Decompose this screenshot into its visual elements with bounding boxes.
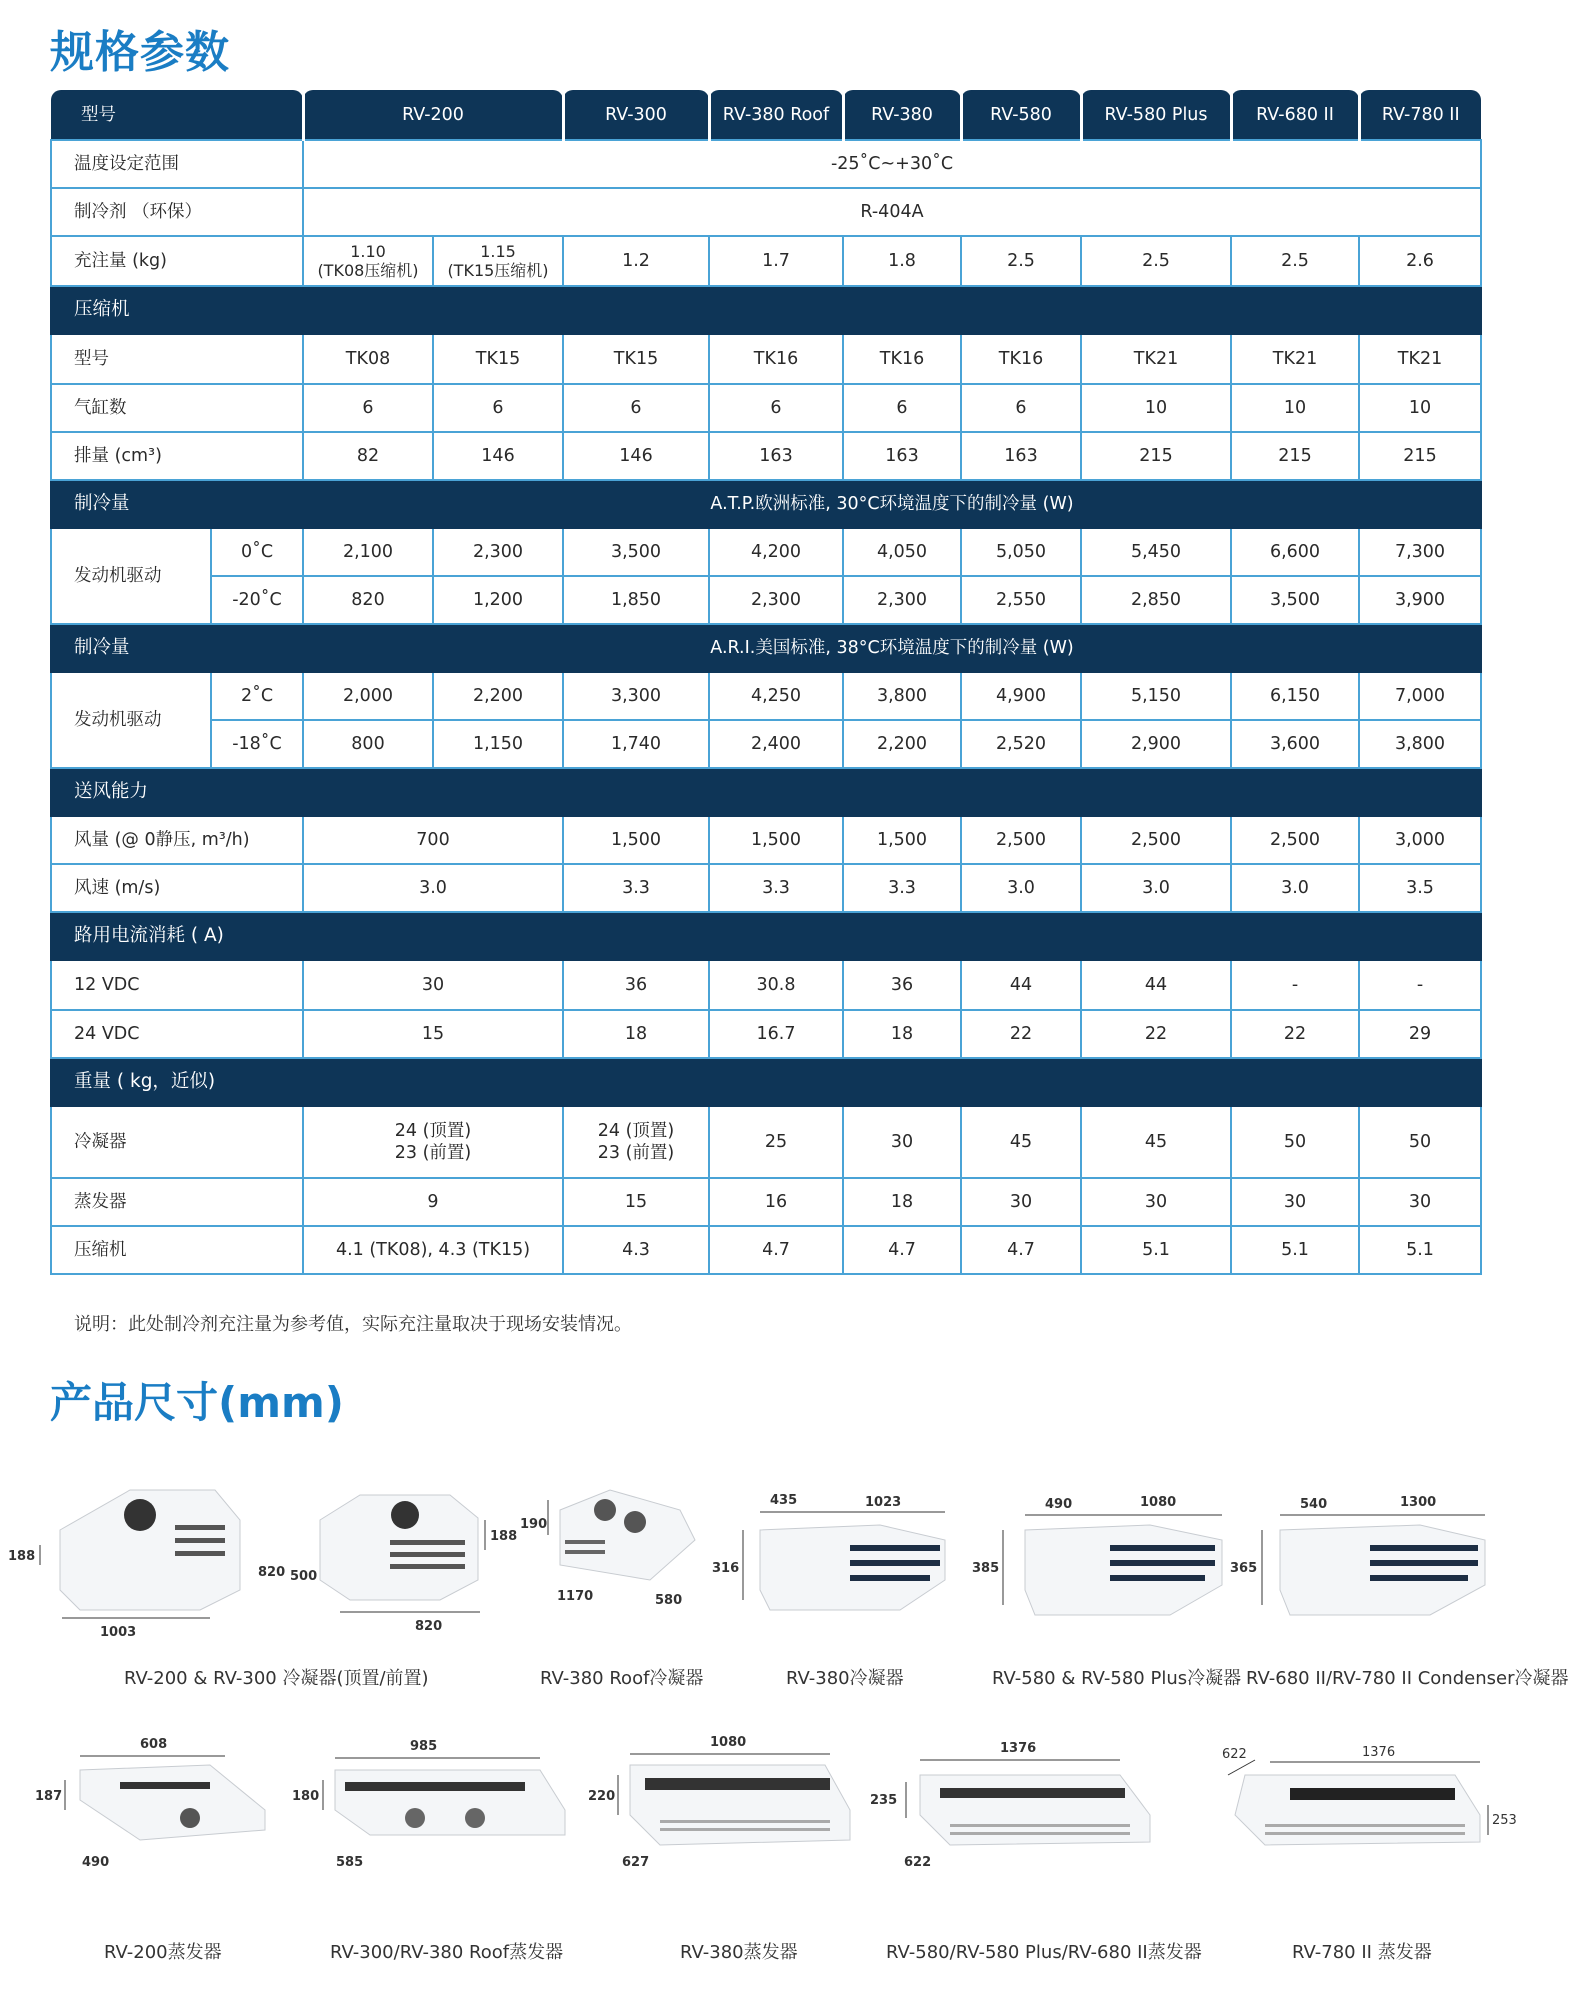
cell: 2.5 — [961, 236, 1081, 286]
dim-label: 622 — [904, 1855, 932, 1870]
caption: RV-780 II 蒸发器 — [1292, 1942, 1432, 1963]
cell: 163 — [961, 432, 1081, 480]
condenser-rv380-image — [760, 1525, 945, 1610]
row-24vdc — [51, 1010, 1481, 1058]
cell-value: 1.15 — [480, 242, 516, 261]
cell: 3.0 — [303, 864, 563, 912]
dim-label: 188 — [490, 1529, 518, 1544]
cell: 3.0 — [1081, 864, 1231, 912]
dim-label: 985 — [410, 1739, 438, 1754]
cell: 215 — [1081, 432, 1231, 480]
cell: 25 — [709, 1106, 843, 1178]
cell: 1,200 — [433, 576, 563, 624]
caption: RV-380蒸发器 — [680, 1942, 798, 1963]
cell: 7,000 — [1359, 672, 1481, 720]
evaporator-rv780-image — [1235, 1775, 1480, 1845]
row-atp-1 — [51, 528, 1481, 576]
cell: 6 — [843, 384, 961, 432]
cell: 45 — [961, 1106, 1081, 1178]
row-label: 气缸数 — [51, 384, 303, 432]
dim-label: 585 — [336, 1855, 364, 1870]
row-ari-2 — [51, 720, 1481, 768]
cell: 3,800 — [1359, 720, 1481, 768]
cell: 2,100 — [303, 528, 433, 576]
cell: 5.1 — [1359, 1226, 1481, 1274]
row-12vdc — [51, 960, 1481, 1010]
dim-label: 490 — [1045, 1497, 1073, 1512]
cell-temp: 0˚C — [211, 528, 303, 576]
cell: 2,520 — [961, 720, 1081, 768]
cell: 1,500 — [709, 816, 843, 864]
dim-label: 627 — [622, 1855, 650, 1870]
cell-note: (TK15压缩机) — [447, 261, 549, 280]
row-compressor-weight — [51, 1226, 1481, 1274]
dim-label: 187 — [35, 1789, 63, 1804]
cell: 3.0 — [1231, 864, 1359, 912]
condenser-rv200-top-image — [60, 1490, 240, 1610]
row-atp-2 — [51, 576, 1481, 624]
row-label: 发动机驱动 — [51, 528, 211, 624]
section-standard: A.R.I.美国标准, 38°C环境温度下的制冷量 (W) — [303, 624, 1481, 672]
cell: 1,850 — [563, 576, 709, 624]
cell: 30 — [843, 1106, 961, 1178]
cell: 2,400 — [709, 720, 843, 768]
cell: 4.3 — [563, 1226, 709, 1274]
row-label: 型号 — [51, 334, 303, 384]
dimensions-title: 产品尺寸(mm) — [50, 1378, 344, 1427]
row-label: 制冷剂 （环保） — [51, 188, 303, 236]
evaporator-rv580-image — [920, 1775, 1150, 1845]
header-rv580: RV-580 — [961, 90, 1081, 140]
cell: 82 — [303, 432, 433, 480]
dim-label: 316 — [712, 1561, 740, 1576]
cell — [303, 1106, 563, 1178]
row-label: 压缩机 — [51, 1226, 303, 1274]
cell: 6,600 — [1231, 528, 1359, 576]
cell: 1.2 — [563, 236, 709, 286]
cell: 1,740 — [563, 720, 709, 768]
cell: 18 — [563, 1010, 709, 1058]
section-current — [51, 912, 1481, 960]
cell: 36 — [843, 960, 961, 1010]
row-temp-range — [51, 140, 1481, 188]
dim-label: 220 — [588, 1789, 616, 1804]
row-label: 发动机驱动 — [51, 672, 211, 768]
row-label: 风速 (m/s) — [51, 864, 303, 912]
section-title: 送风能力 — [51, 768, 1481, 816]
cell: 3,500 — [1231, 576, 1359, 624]
dim-label: 540 — [1300, 1497, 1328, 1512]
header-model: 型号 — [51, 90, 303, 140]
cell: 22 — [1081, 1010, 1231, 1058]
dim-label: 820 — [415, 1619, 443, 1634]
dim-label: 235 — [870, 1793, 898, 1808]
cell: 2,500 — [1081, 816, 1231, 864]
cell: 4.7 — [709, 1226, 843, 1274]
cell — [433, 236, 563, 286]
dim-label: 608 — [140, 1737, 168, 1752]
cell: 6 — [303, 384, 433, 432]
caption: RV-680 II/RV-780 II Condenser冷凝器 — [1246, 1668, 1569, 1689]
section-cooling-atp — [51, 480, 1481, 528]
row-label: 12 VDC — [51, 960, 303, 1010]
caption: RV-580/RV-580 Plus/RV-680 II蒸发器 — [886, 1942, 1202, 1963]
cell: TK16 — [843, 334, 961, 384]
dim-label: 490 — [82, 1855, 110, 1870]
cell: 1.7 — [709, 236, 843, 286]
cell: TK16 — [709, 334, 843, 384]
cell: 22 — [961, 1010, 1081, 1058]
cell: 3,600 — [1231, 720, 1359, 768]
cell-value: 24 (顶置) — [394, 1121, 472, 1141]
cell: 163 — [709, 432, 843, 480]
cell: 4,900 — [961, 672, 1081, 720]
row-label: 充注量 (kg) — [51, 236, 303, 286]
row-label: 蒸发器 — [51, 1178, 303, 1226]
cell: 30 — [1359, 1178, 1481, 1226]
evaporator-rv300-image — [335, 1770, 565, 1835]
cell — [303, 236, 433, 286]
dim-label: 1300 — [1400, 1495, 1437, 1510]
cell: 10 — [1359, 384, 1481, 432]
section-title: 压缩机 — [51, 286, 1481, 334]
section-title: 制冷量 — [51, 480, 303, 528]
cell: 1,500 — [563, 816, 709, 864]
cell: 215 — [1359, 432, 1481, 480]
cell: 2.5 — [1081, 236, 1231, 286]
cell: 146 — [433, 432, 563, 480]
cell: 7,300 — [1359, 528, 1481, 576]
dim-label: 580 — [655, 1593, 683, 1608]
cell: 215 — [1231, 432, 1359, 480]
cell: 15 — [303, 1010, 563, 1058]
dim-label: 622 — [1222, 1747, 1247, 1762]
spec-title: 规格参数 — [50, 27, 230, 78]
cell: 18 — [843, 1010, 961, 1058]
cell: 15 — [563, 1178, 709, 1226]
row-label: 温度设定范围 — [51, 140, 303, 188]
row-air-speed — [51, 864, 1481, 912]
cell: TK21 — [1231, 334, 1359, 384]
dim-label: 190 — [520, 1517, 548, 1532]
cell: 2.5 — [1231, 236, 1359, 286]
cell: 4.7 — [961, 1226, 1081, 1274]
header-rv380roof: RV-380 Roof — [709, 90, 843, 140]
cell-temp: 2˚C — [211, 672, 303, 720]
caption: RV-380冷凝器 — [786, 1668, 904, 1689]
section-cooling-ari — [51, 624, 1481, 672]
cell: 45 — [1081, 1106, 1231, 1178]
row-charge — [51, 236, 1481, 286]
cell: TK21 — [1359, 334, 1481, 384]
spec-table — [50, 90, 1482, 1275]
dim-label: 1023 — [865, 1495, 902, 1510]
cell: 10 — [1231, 384, 1359, 432]
condenser-figures — [0, 1470, 1585, 1640]
cell: - — [1231, 960, 1359, 1010]
dim-label: 1080 — [710, 1735, 747, 1750]
cell: TK15 — [563, 334, 709, 384]
cell: 3,800 — [843, 672, 961, 720]
caption: RV-200 & RV-300 冷凝器(顶置/前置) — [124, 1668, 429, 1689]
dim-label: 188 — [8, 1549, 36, 1564]
section-title: 制冷量 — [51, 624, 303, 672]
cell: 2,300 — [433, 528, 563, 576]
footnote: 说明：此处制冷剂充注量为参考值，实际充注量取决于现场安装情况。 — [74, 1314, 632, 1335]
section-weight — [51, 1058, 1481, 1106]
cell: 1,150 — [433, 720, 563, 768]
cell: 30.8 — [709, 960, 843, 1010]
row-label: 冷凝器 — [51, 1106, 303, 1178]
condenser-rv380roof-image — [560, 1490, 695, 1580]
cell: 4.7 — [843, 1226, 961, 1274]
cell: 4,200 — [709, 528, 843, 576]
cell: 9 — [303, 1178, 563, 1226]
dim-label: 385 — [972, 1561, 1000, 1576]
caption: RV-200蒸发器 — [104, 1942, 222, 1963]
cell: 3.3 — [709, 864, 843, 912]
cell: 30 — [1081, 1178, 1231, 1226]
cell: 6 — [709, 384, 843, 432]
cell: 1.8 — [843, 236, 961, 286]
row-compressor-model — [51, 334, 1481, 384]
header-rv380: RV-380 — [843, 90, 961, 140]
caption: RV-300/RV-380 Roof蒸发器 — [330, 1942, 564, 1963]
evaporator-rv200-image — [80, 1765, 265, 1840]
section-compressor — [51, 286, 1481, 334]
cell: 3.3 — [843, 864, 961, 912]
cell: 10 — [1081, 384, 1231, 432]
cell: 2,300 — [709, 576, 843, 624]
cell-value: 23 (前置) — [597, 1143, 675, 1163]
cell: 30 — [303, 960, 563, 1010]
cell: 22 — [1231, 1010, 1359, 1058]
row-label: 排量 (cm³) — [51, 432, 303, 480]
cell: TK16 — [961, 334, 1081, 384]
cell: 6 — [433, 384, 563, 432]
cell: 3.3 — [563, 864, 709, 912]
header-rv580plus: RV-580 Plus — [1081, 90, 1231, 140]
cell — [563, 1106, 709, 1178]
cell: 2,200 — [433, 672, 563, 720]
cell: 3.5 — [1359, 864, 1481, 912]
dim-label: 1376 — [1000, 1741, 1037, 1756]
cell: 2,900 — [1081, 720, 1231, 768]
cell: 2,550 — [961, 576, 1081, 624]
cell: 3,500 — [563, 528, 709, 576]
cell: -25˚C~+30˚C — [303, 140, 1481, 188]
row-cylinders — [51, 384, 1481, 432]
cell-value: 23 (前置) — [394, 1143, 472, 1163]
dim-label: 435 — [770, 1493, 798, 1508]
cell: TK15 — [433, 334, 563, 384]
cell: TK08 — [303, 334, 433, 384]
cell: 5,050 — [961, 528, 1081, 576]
section-airflow — [51, 768, 1481, 816]
header-rv200: RV-200 — [303, 90, 563, 140]
section-standard: A.T.P.欧洲标准, 30°C环境温度下的制冷量 (W) — [303, 480, 1481, 528]
cell: 16.7 — [709, 1010, 843, 1058]
dim-label: 1170 — [557, 1589, 594, 1604]
section-title: 路用电流消耗 ( A) — [51, 912, 1481, 960]
cell: 4,050 — [843, 528, 961, 576]
cell: 30 — [961, 1178, 1081, 1226]
row-condenser-weight — [51, 1106, 1481, 1178]
cell: 6 — [563, 384, 709, 432]
dim-label: 180 — [292, 1789, 320, 1804]
cell: 2.6 — [1359, 236, 1481, 286]
caption: RV-580 & RV-580 Plus冷凝器 — [992, 1668, 1242, 1689]
row-label: 风量 (@ 0静压, m³/h) — [51, 816, 303, 864]
cell: 44 — [1081, 960, 1231, 1010]
header-rv780: RV-780 II — [1359, 90, 1481, 140]
cell: 18 — [843, 1178, 961, 1226]
dim-label: 1003 — [100, 1625, 137, 1640]
section-title: 重量 ( kg，近似) — [51, 1058, 1481, 1106]
cell: 820 — [303, 576, 433, 624]
cell: 1,500 — [843, 816, 961, 864]
cell: 2,500 — [961, 816, 1081, 864]
evaporator-figures — [0, 1720, 1585, 1890]
cell: 800 — [303, 720, 433, 768]
row-label: 24 VDC — [51, 1010, 303, 1058]
row-ari-1 — [51, 672, 1481, 720]
dim-label: 253 — [1492, 1813, 1517, 1828]
cell: 3,900 — [1359, 576, 1481, 624]
cell: 36 — [563, 960, 709, 1010]
cell-value: 1.10 — [350, 242, 386, 261]
cell-temp: -18˚C — [211, 720, 303, 768]
cell: 3,300 — [563, 672, 709, 720]
cell: 4.1 (TK08), 4.3 (TK15) — [303, 1226, 563, 1274]
cell: 6 — [961, 384, 1081, 432]
header-row — [51, 90, 1481, 140]
cell: R-404A — [303, 188, 1481, 236]
dim-label: 1376 — [1362, 1745, 1396, 1760]
cell-value: 24 (顶置) — [597, 1121, 675, 1141]
cell: 50 — [1231, 1106, 1359, 1178]
cell: 700 — [303, 816, 563, 864]
evaporator-rv380-image — [630, 1765, 850, 1845]
cell: 2,500 — [1231, 816, 1359, 864]
cell: 3.0 — [961, 864, 1081, 912]
cell: 2,850 — [1081, 576, 1231, 624]
cell: 30 — [1231, 1178, 1359, 1226]
cell: 6,150 — [1231, 672, 1359, 720]
dim-label: 1080 — [1140, 1495, 1177, 1510]
condenser-rv200-front-image — [320, 1495, 478, 1600]
row-evaporator-weight — [51, 1178, 1481, 1226]
condenser-rv580-image — [1025, 1525, 1222, 1615]
cell: 146 — [563, 432, 709, 480]
cell: 5.1 — [1231, 1226, 1359, 1274]
row-air-volume — [51, 816, 1481, 864]
cell: 5,150 — [1081, 672, 1231, 720]
cell: 29 — [1359, 1010, 1481, 1058]
row-displacement — [51, 432, 1481, 480]
cell: 4,250 — [709, 672, 843, 720]
cell: 2,300 — [843, 576, 961, 624]
cell: 2,000 — [303, 672, 433, 720]
cell-temp: -20˚C — [211, 576, 303, 624]
dim-label: 820 — [258, 1565, 286, 1580]
dim-label: 500 — [290, 1569, 318, 1584]
cell: 2,200 — [843, 720, 961, 768]
cell: TK21 — [1081, 334, 1231, 384]
dim-label: 365 — [1230, 1561, 1258, 1576]
cell: 16 — [709, 1178, 843, 1226]
caption: RV-380 Roof冷凝器 — [540, 1668, 704, 1689]
cell: 44 — [961, 960, 1081, 1010]
header-rv680: RV-680 II — [1231, 90, 1359, 140]
cell: - — [1359, 960, 1481, 1010]
cell: 3,000 — [1359, 816, 1481, 864]
cell: 50 — [1359, 1106, 1481, 1178]
header-rv300: RV-300 — [563, 90, 709, 140]
cell: 163 — [843, 432, 961, 480]
condenser-rv680-image — [1280, 1525, 1485, 1615]
cell: 5.1 — [1081, 1226, 1231, 1274]
row-refrigerant — [51, 188, 1481, 236]
cell: 5,450 — [1081, 528, 1231, 576]
cell-note: (TK08压缩机) — [317, 261, 419, 280]
